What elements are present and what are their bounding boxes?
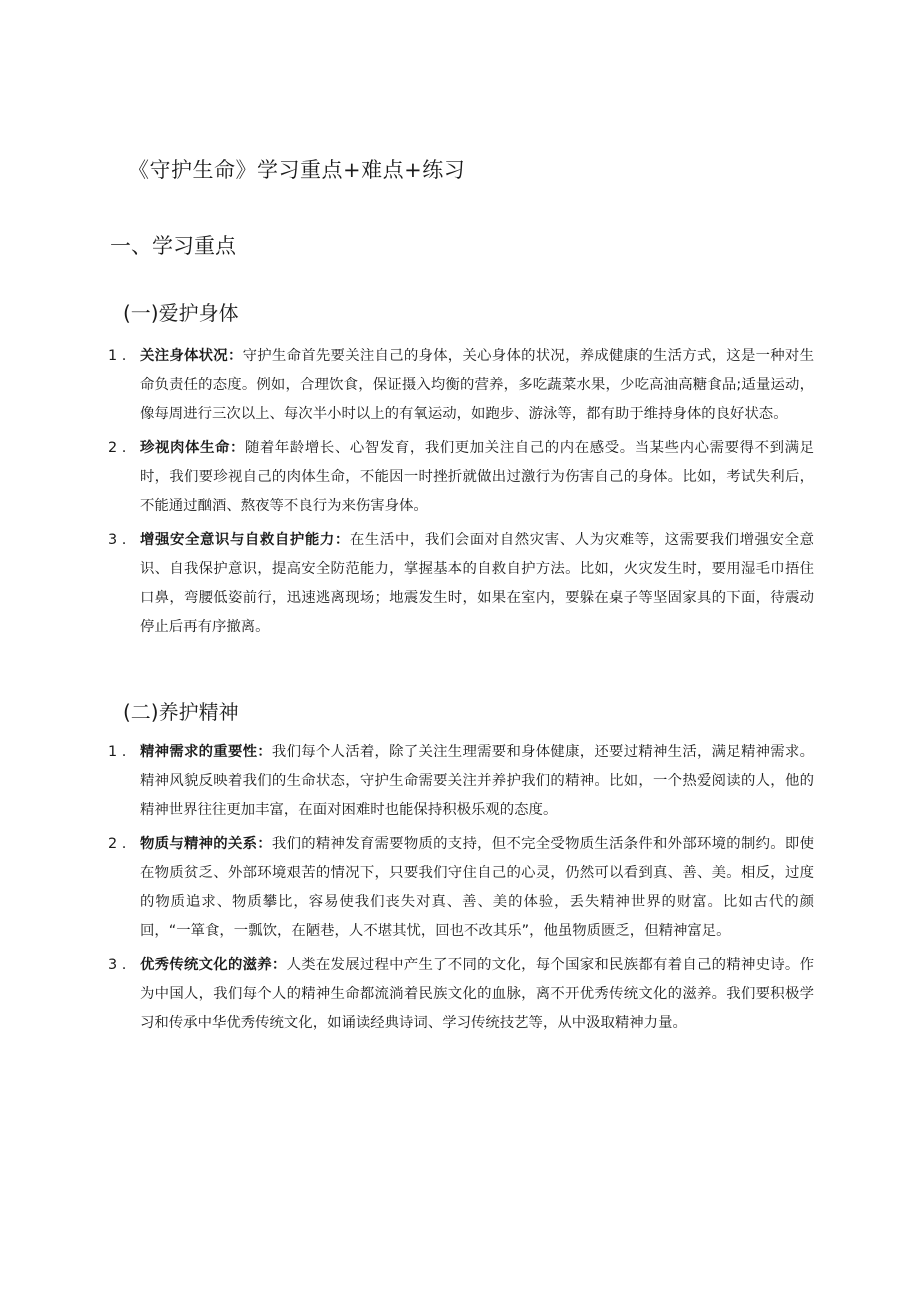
list-item — [108, 738, 814, 825]
item-keyword: 精神需求的重要性： — [140, 744, 272, 760]
subsection-heading-spirit: (二)养护精神 — [123, 700, 239, 724]
document-title: 《守护生命》学习重点+难点+练习 — [128, 158, 466, 182]
item-content — [140, 526, 814, 642]
item-keyword: 关注身体状况： — [140, 348, 243, 364]
item-text: 我们的精神发育需要物质的支持，但不完全受物质生活条件和外部环境的制约。即使在物质贫乏、外部环境艰苦的情况下，只要我们守住自己的心灵，仍然可以看到真、善、美。相反，过度的物质追求、物质攀比，容易使我们丧失对真、善、美的体验，丢失精神世界的财富。比如古代的颜回，“一箪食，一瓢饮，在陋巷，人不堪其忧，回也不改其乐”，他虽物质匮乏，但精神富足。 — [140, 836, 814, 939]
item-keyword: 物质与精神的关系： — [140, 836, 272, 852]
list-item — [108, 526, 814, 642]
item-text: 随着年龄增长、心智发育，我们更加关注自己的内在感受。当某些内心需要得不到满足时，我们要珍视自己的肉体生命，不能因一时挫折就做出过激行为伤害自己的身体。比如，考试失利后，不能通过酗酒、熬夜等不良行为来伤害身体。 — [140, 440, 814, 514]
list-item — [108, 342, 814, 429]
item-number: 2 . — [108, 836, 127, 852]
subsection-heading-body: (一)爱护身体 — [123, 301, 239, 325]
subsection-body-list — [108, 342, 814, 647]
item-number: 1 . — [108, 348, 127, 364]
item-text: 人类在发展过程中产生了不同的文化，每个国家和民族都有着自己的精神史诗。作为中国人，我们每个人的精神生命都流淌着民族文化的血脉，离不开优秀传统文化的滋养。我们要积极学习和传承中华优秀传统文化，如诵读经典诗词、学习传统技艺等，从中汲取精神力量。 — [140, 957, 814, 1031]
list-item — [108, 951, 814, 1038]
item-content — [140, 830, 814, 946]
item-text: 我们每个人活着，除了关注生理需要和身体健康，还要过精神生活，满足精神需求。精神风貌反映着我们的生命状态，守护生命需要关注并养护我们的精神。比如，一个热爱阅读的人，他的精神世界往往更加丰富，在面对困难时也能保持积极乐观的态度。 — [140, 744, 814, 818]
item-number: 1 . — [108, 744, 127, 760]
item-number: 2 . — [108, 440, 127, 456]
item-content — [140, 738, 814, 825]
subsection-spirit-list — [108, 738, 814, 1043]
list-item — [108, 434, 814, 521]
item-number: 3 . — [108, 532, 127, 548]
item-text: 在生活中，我们会面对自然灾害、人为灾难等，这需要我们增强安全意识、自我保护意识，提高安全防范能力，掌握基本的自救自护方法。比如，火灾发生时，要用湿毛巾捂住口鼻，弯腰低姿前行，迅速逃离现场；地震发生时，如果在室内，要躲在桌子等坚固家具的下面，待震动停止后再有序撤离。 — [140, 532, 814, 635]
item-keyword: 增强安全意识与自救自护能力： — [140, 532, 350, 548]
list-item — [108, 830, 814, 946]
item-keyword: 优秀传统文化的滋养： — [140, 957, 287, 973]
item-number: 3 . — [108, 957, 127, 973]
item-content — [140, 342, 814, 429]
item-keyword: 珍视肉体生命： — [140, 440, 245, 456]
section-heading-key-points: 一、学习重点 — [110, 234, 236, 258]
item-content — [140, 951, 814, 1038]
item-text: 守护生命首先要关注自己的身体，关心身体的状况，养成健康的生活方式，这是一种对生命负责任的态度。例如，合理饮食，保证摄入均衡的营养，多吃蔬菜水果，少吃高油高糖食品;适量运动，像每周进行三次以上、每次半小时以上的有氧运动，如跑步、游泳等，都有助于维持身体的良好状态。 — [140, 348, 814, 422]
item-content — [140, 434, 814, 521]
